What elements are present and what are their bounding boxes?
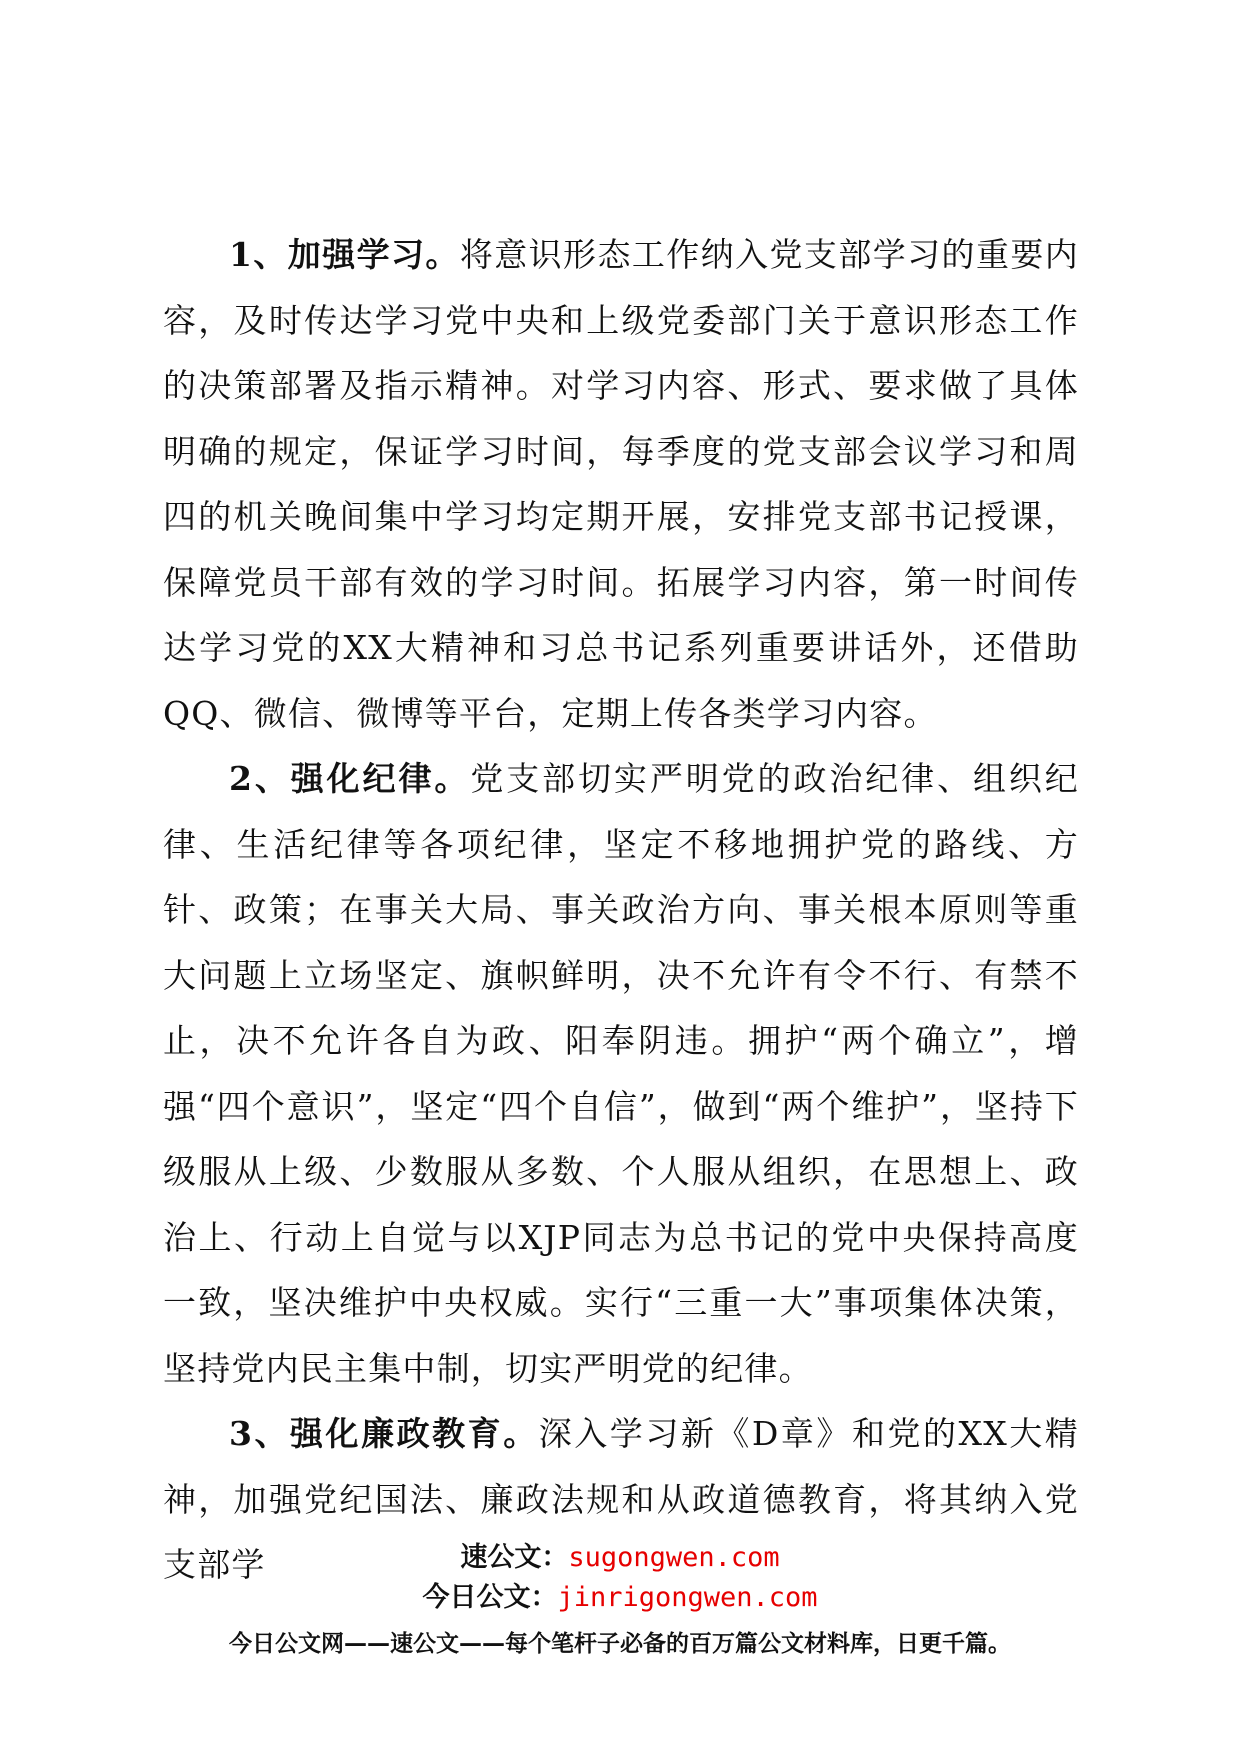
- footer-slogan: 今日公文网——速公文——每个笔杆子必备的百万篇公文材料库，日更千篇。: [229, 1631, 1011, 1657]
- footer-link-sugongwen[interactable]: sugongwen.com: [568, 1542, 780, 1573]
- paragraph-text: 深入学习新《D章》和党的XX大精神，加强党纪国法、廉政法规和从政道德教育，将其纳入党支部学: [163, 1414, 1079, 1584]
- footer-label: 今日公文：: [422, 1582, 558, 1613]
- paragraph-heading: 3、强化廉政教育。: [229, 1414, 539, 1453]
- paragraph-text: 党支部切实严明党的政治纪律、组织纪律、生活纪律等各项纪律，坚定不移地拥护党的路线、方针、政策；在事关大局、事关政治方向、事关根本原则等重大问题上立场坚定、旗帜鲜明，决不允许有令不行、有禁不止，决不允许各自为政、阳奉阴违。拥护“两个确立”，增强“四个意识”，坚定“四个自信”，做到“两个维护”，坚持下级服从上级、少数服从多数、个人服从组织，在思想上、政治上、行动上自觉与以XJP同志为总书记的党中央保持高度一致，坚决维护中央权威。实行“三重一大”事项集体决策，坚持党内民主集中制，切实严明党的纪律。: [163, 759, 1079, 1388]
- footer-label: 速公文：: [460, 1542, 569, 1573]
- paragraph-heading: 2、强化纪律。: [229, 759, 471, 798]
- footer-link-jinrigongwen[interactable]: jinrigongwen.com: [557, 1582, 818, 1613]
- paragraph-study: [163, 222, 1079, 746]
- footer-jinrigongwen: [0, 1580, 1240, 1616]
- paragraph-text: 将意识形态工作纳入党支部学习的重要内容，及时传达学习党中央和上级党委部门关于意识形态工作的决策部署及指示精神。对学习内容、形式、要求做了具体明确的规定，保证学习时间，每季度的党支部会议学习和周四的机关晚间集中学习均定期开展，安排党支部书记授课，保障党员干部有效的学习时间。拓展学习内容，第一时间传达学习党的XX大精神和习总书记系列重要讲话外，还借助QQ、微信、微博等平台，定期上传各类学习内容。: [163, 235, 1079, 733]
- paragraph-heading: 1、加强学习。: [229, 235, 460, 274]
- document-body: [163, 222, 1079, 1598]
- paragraph-discipline: [163, 746, 1079, 1401]
- footer-sugongwen: [0, 1540, 1240, 1576]
